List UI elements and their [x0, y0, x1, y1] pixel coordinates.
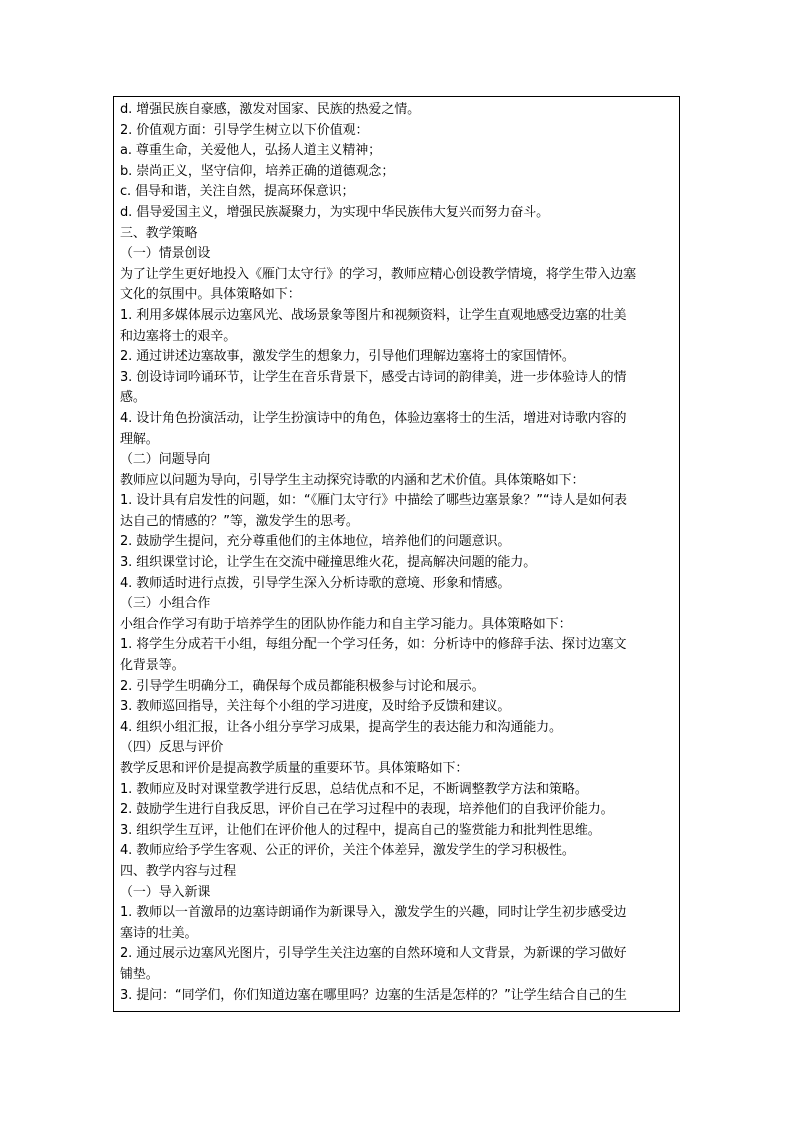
- text-line: （一）情景创设: [120, 246, 211, 262]
- text-line: 1. 教师应及时对课堂教学进行反思，总结优点和不足，不断调整教学方法和策略。: [120, 781, 588, 797]
- text-line: （二）问题导向: [120, 452, 211, 468]
- text-line: 3. 教师巡回指导，关注每个小组的学习进度，及时给予反馈和建议。: [120, 699, 511, 715]
- text-line: d. 增强民族自豪感，激发对国家、民族的热爱之情。: [120, 102, 421, 117]
- text-line: 2. 鼓励学生提问，充分尊重他们的主体地位，培养他们的问题意识。: [120, 534, 511, 550]
- text-line: 教学反思和评价是提高教学质量的重要环节。具体策略如下：: [120, 761, 469, 776]
- text-line: 2. 通过讲述边塞故事，激发学生的想象力，引导他们理解边塞将士的家国情怀。: [120, 349, 575, 365]
- text-line: 4. 设计角色扮演活动，让学生扮演诗中的角色，体验边塞将士的生活，增进对诗歌内容的: [120, 410, 627, 426]
- text-line: 3. 组织课堂讨论，让学生在交流中碰撞思维火花，提高解决问题的能力。: [120, 555, 537, 571]
- text-line: 1. 利用多媒体展示边塞风光、战场景象等图片和视频资料，让学生直观地感受边塞的壮美: [120, 307, 627, 323]
- text-line: 小组合作学习有助于培养学生的团队协作能力和自主学习能力。具体策略如下：: [120, 616, 572, 632]
- text-line: 1. 设计具有启发性的问题，如：“《雁门太守行》中描绘了哪些边塞景象？”“诗人是如何表: [120, 493, 627, 509]
- text-line: 4. 教师应给予学生客观、公正的评价，关注个体差异，激发学生的学习积极性。: [120, 843, 575, 859]
- text-line: （三）小组合作: [120, 596, 211, 612]
- text-line: a. 尊重生命，关爱他人，弘扬人道主义精神；: [120, 143, 382, 159]
- text-line: c. 倡导和谐，关注自然，提高环保意识；: [120, 184, 355, 200]
- text-line: 1. 教师以一首激昂的边塞诗朗诵作为新课导入，激发学生的兴趣，同时让学生初步感受边: [120, 905, 627, 921]
- text-line: 铺垫。: [120, 966, 159, 982]
- text-line: 3. 提问：“同学们，你们知道边塞在哪里吗？边塞的生活是怎样的？”让学生结合自己的生: [120, 987, 627, 1003]
- text-line: 3. 组织学生互评，让他们在评价他人的过程中，提高自己的鉴赏能力和批判性思维。: [120, 822, 601, 838]
- text-line: 理解。: [120, 431, 159, 447]
- text-line: 4. 组织小组汇报，让各小组分享学习成果，提高学生的表达能力和沟通能力。: [120, 719, 562, 735]
- text-line: b. 崇尚正义，坚守信仰，培养正确的道德观念；: [120, 163, 395, 179]
- text-line: 3. 创设诗词吟诵环节，让学生在音乐背景下，感受古诗词的韵律美，进一步体验诗人的情: [120, 369, 627, 385]
- text-line: （一）导入新课: [120, 884, 211, 900]
- text-line: 和边塞将士的艰辛。: [120, 328, 237, 344]
- text-line: 达自己的情感的？”等，激发学生的思考。: [120, 513, 359, 529]
- text-line: 感。: [120, 390, 146, 406]
- document-table-frame: [113, 96, 680, 1012]
- text-line: 2. 鼓励学生进行自我反思，评价自己在学习过程中的表现，培养他们的自我评价能力。: [120, 802, 614, 818]
- text-line: 教师应以问题为导向，引导学生主动探究诗歌的内涵和艺术价值。具体策略如下：: [120, 472, 585, 488]
- text-line: 2. 价值观方面：引导学生树立以下价值观：: [120, 122, 369, 138]
- text-line: 为了让学生更好地投入《雁门太守行》的学习，教师应精心创设教学情境，将学生带入边塞: [120, 266, 637, 282]
- text-line: 化背景等。: [120, 658, 185, 674]
- text-line: 文化的氛围中。具体策略如下：: [120, 287, 301, 303]
- text-line: 三、教学策略: [120, 225, 198, 241]
- text-line: d. 倡导爱国主义，增强民族凝聚力，为实现中华民族伟大复兴而努力奋斗。: [120, 204, 550, 220]
- text-line: 2. 引导学生明确分工，确保每个成员都能积极参与讨论和展示。: [120, 678, 485, 694]
- text-line: 1. 将学生分成若干小组，每组分配一个学习任务，如：分析诗中的修辞手法、探讨边塞文: [120, 637, 627, 653]
- text-line: 塞诗的壮美。: [120, 925, 198, 941]
- text-line: 四、教学内容与过程: [120, 863, 237, 879]
- text-line: 2. 通过展示边塞风光图片，引导学生关注边塞的自然环境和人文背景，为新课的学习做好: [120, 946, 627, 962]
- text-line: （四）反思与评价: [120, 740, 224, 756]
- text-line: 4. 教师适时进行点拨，引导学生深入分析诗歌的意境、形象和情感。: [120, 575, 511, 591]
- document-body: [120, 100, 678, 1006]
